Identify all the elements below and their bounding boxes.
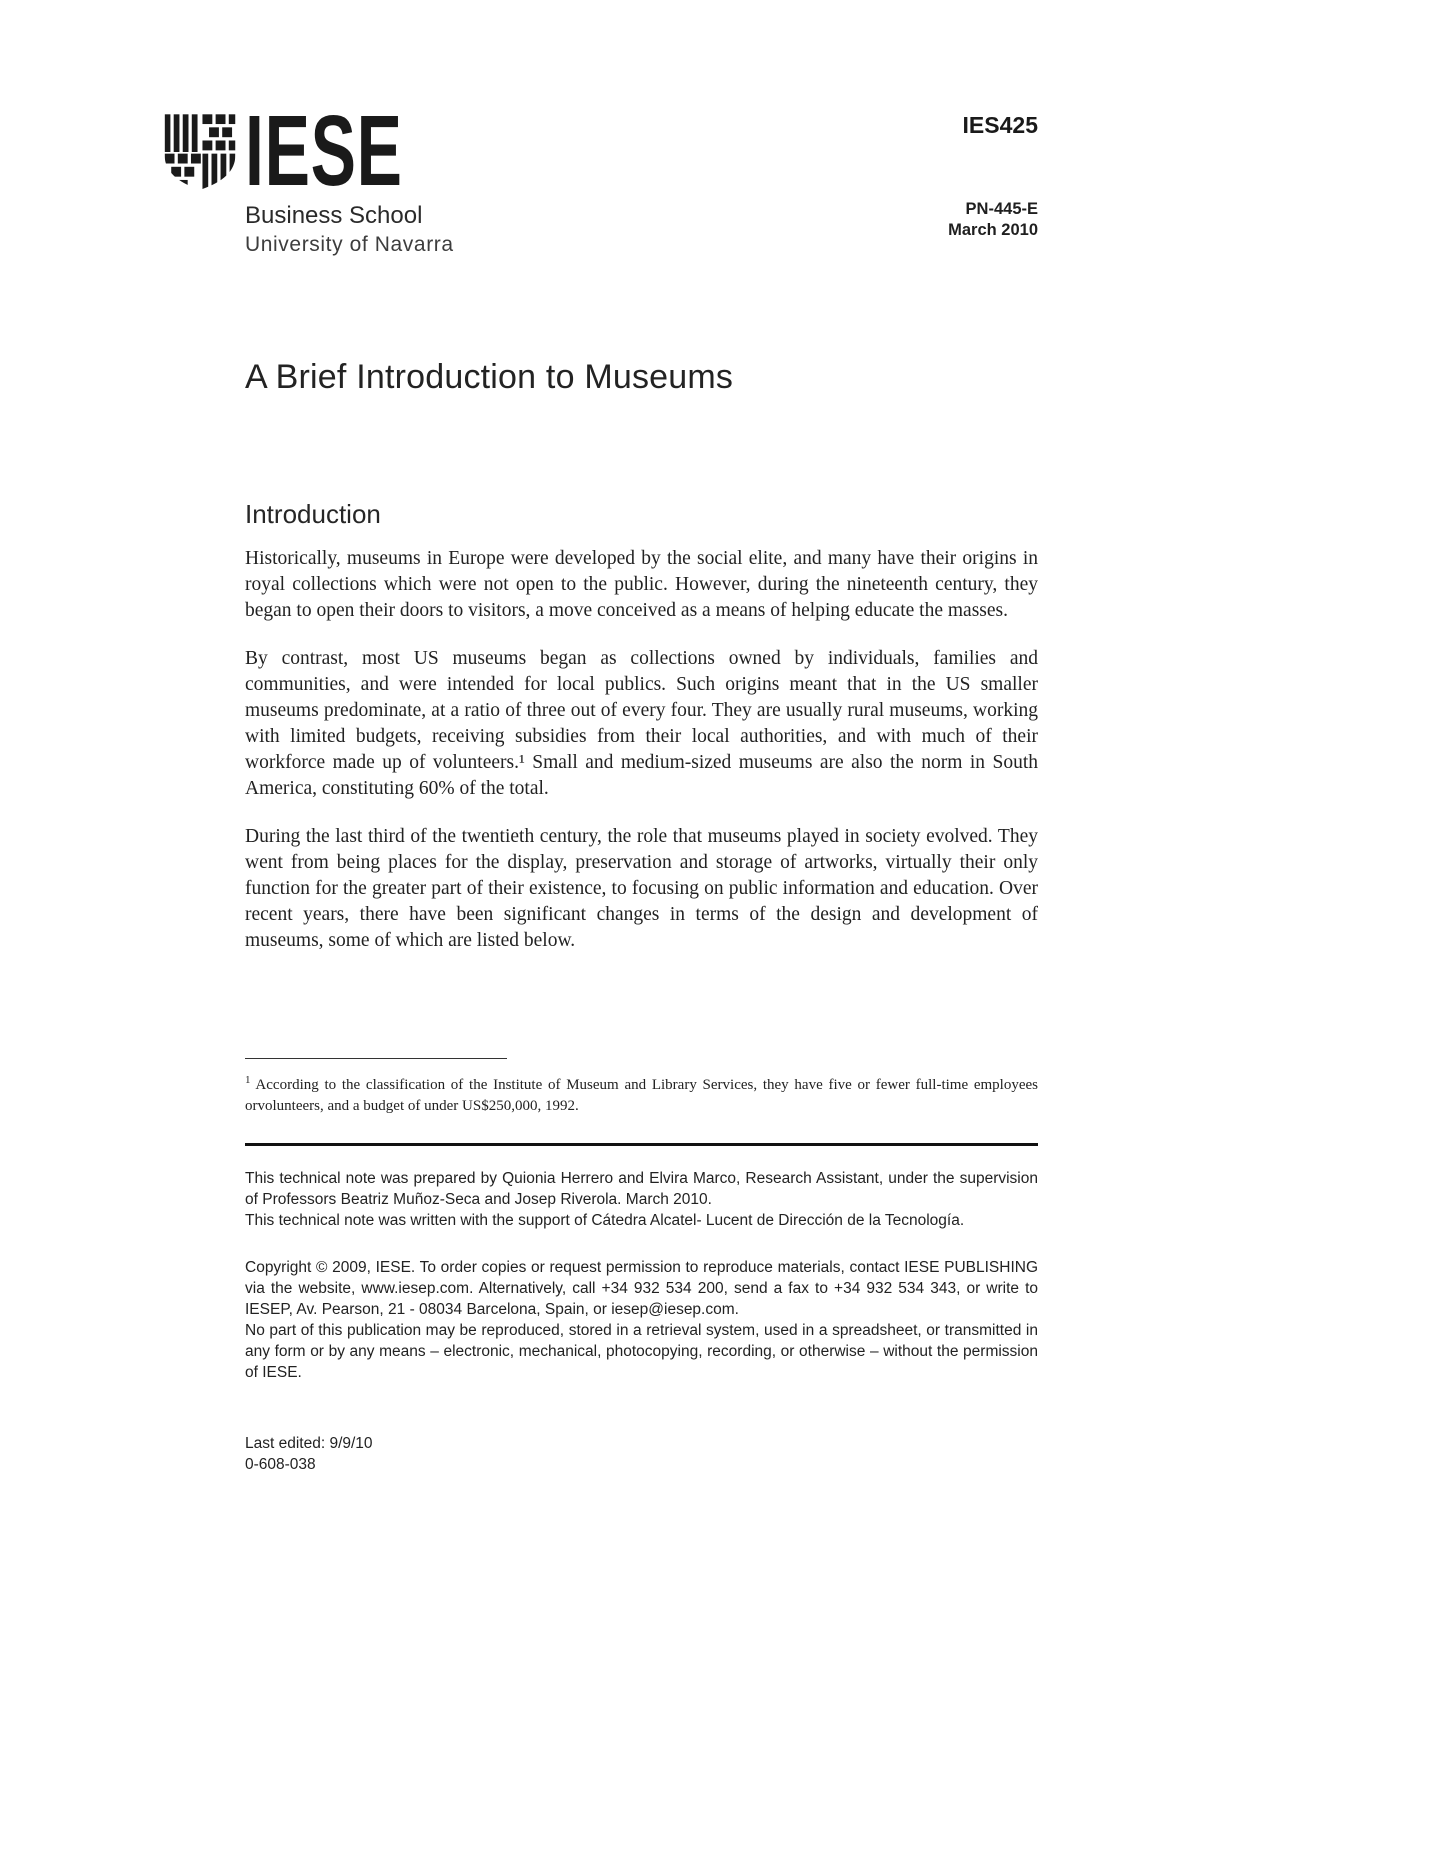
paragraph-2: By contrast, most US museums began as collections owned by individuals, families and communities, and were intended for local publics. Such origins meant that in the US smaller museums predominate, at a ratio of three out of every four. They are usually rural museums, working with limited budgets, receiving subsidies from their local authorities, and with much of their workforce made up of volunteers.¹ Small and medium-sized museums are also the norm in South America, constituting 60% of the total. — [245, 648, 1038, 800]
iese-shield-icon — [163, 112, 237, 192]
copyright-line-1: Copyright © 2009, IESE. To order copies or request permission to reproduce materials, contact IESE PUBLISHING via the website, www.iesep.com. Alternatively, call +34 932 534 200, send a fax to +34 932 534 343, or write to IESEP, Av. Pearson, 21 - 08034 Barcelona, Spain, or iesep@iesep.com. — [245, 1259, 1038, 1319]
iese-wordmark: IESE — [245, 95, 403, 207]
section-heading-introduction: Introduction — [245, 499, 381, 530]
logo-row — [163, 95, 477, 207]
ref-block — [948, 199, 1038, 241]
page-title: A Brief Introduction to Museums — [245, 358, 734, 396]
footer-divider — [245, 1143, 1038, 1146]
logo-university-of-navarra: University of Navarra — [245, 233, 454, 256]
footnote-marker: 1 — [245, 1074, 251, 1087]
doc-code: IES425 — [962, 112, 1038, 138]
credit-line-1: This technical note was prepared by Quionia Herrero and Elvira Marco, Research Assistant, under the supervision of Professors Beatriz Muñoz-Seca and Josep Riverola. March 2010. — [245, 1170, 1038, 1209]
footnote-divider — [245, 1058, 507, 1059]
copyright-line-2: No part of this publication may be reproduced, stored in a retrieval system, used in a spreadsheet, or transmitted in any form or by any means – electronic, mechanical, photocopying, recording, or otherwise – without the permission of IESE. — [245, 1322, 1038, 1382]
ref-number: PN-445-E — [965, 200, 1038, 218]
iese-logo — [163, 95, 477, 257]
credit-line-2: This technical note was written with the support of Cátedra Alcatel- Lucent de Dirección de la Tecnología. — [245, 1212, 965, 1230]
footnote-text: According to the classification of the Institute of Museum and Library Services, they have five or fewer full-time employees orvolunteers, and a budget of under US$250,000, 1992. — [245, 1077, 1038, 1115]
doc-date: March 2010 — [948, 221, 1038, 239]
logo-business-school: Business School — [245, 202, 423, 229]
paragraph-3: During the last third of the twentieth century, the role that museums played in society evolved. They went from being places for the display, preservation and storage of artworks, virtually their only function for the greater part of their existence, to focusing on public information and education. Over recent years, there have been significant changes in terms of the design and development of museums, some of which are listed below. — [245, 826, 1038, 952]
doc-number: 0-608-038 — [245, 1456, 316, 1474]
footnote-1 — [245, 1075, 1038, 1117]
last-edited: Last edited: 9/9/10 — [245, 1435, 373, 1453]
paragraph-1: Historically, museums in Europe were developed by the social elite, and many have their origins in royal collections which were not open to the public. However, during the nineteenth century, they began to open their doors to visitors, a move conceived as a means of helping educate the masses. — [245, 548, 1038, 622]
